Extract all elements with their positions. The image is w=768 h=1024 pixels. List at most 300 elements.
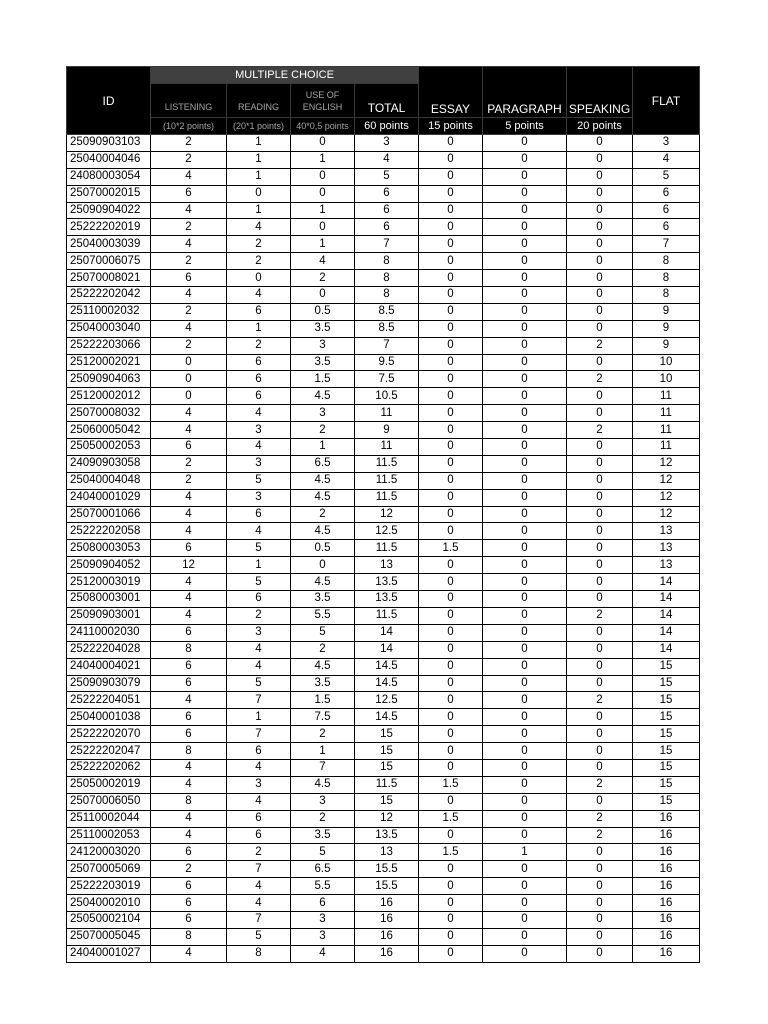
paragraph-cell: 0	[483, 743, 567, 760]
speaking-cell: 0	[567, 743, 633, 760]
use-of-english-cell: 5.5	[291, 607, 355, 624]
speaking-cell: 0	[567, 405, 633, 422]
paragraph-cell: 0	[483, 928, 567, 945]
total-cell: 11	[355, 439, 419, 456]
total-cell: 15	[355, 759, 419, 776]
flat-cell: 8	[633, 253, 700, 270]
flat-cell: 13	[633, 540, 700, 557]
id-cell: 25070001066	[67, 506, 151, 523]
flat-cell: 14	[633, 641, 700, 658]
total-cell: 6	[355, 185, 419, 202]
table-row	[67, 911, 700, 928]
flat-cell: 15	[633, 759, 700, 776]
essay-cell: 0	[419, 759, 483, 776]
paragraph-cell: 0	[483, 709, 567, 726]
essay-cell: 0	[419, 219, 483, 236]
speaking-cell: 0	[567, 168, 633, 185]
id-cell: 25222204028	[67, 641, 151, 658]
use-of-english-cell: 2	[291, 422, 355, 439]
id-cell: 25040004048	[67, 472, 151, 489]
listening-cell: 6	[151, 540, 227, 557]
essay-cell: 0	[419, 303, 483, 320]
flat-cell: 9	[633, 337, 700, 354]
listening-cell: 2	[151, 861, 227, 878]
flat-cell: 15	[633, 793, 700, 810]
id-cell: 25040003039	[67, 236, 151, 253]
use-of-english-cell: 5	[291, 844, 355, 861]
listening-cell: 6	[151, 658, 227, 675]
listening-cell: 2	[151, 455, 227, 472]
table-row	[67, 709, 700, 726]
total-cell: 16	[355, 895, 419, 912]
essay-cell: 0	[419, 455, 483, 472]
total-cell: 12	[355, 506, 419, 523]
use-of-english-cell: 4.5	[291, 776, 355, 793]
speaking-cell: 0	[567, 354, 633, 371]
flat-cell: 14	[633, 591, 700, 608]
flat-cell: 6	[633, 219, 700, 236]
total-points-label: 60 points	[355, 118, 419, 135]
id-cell: 25090904063	[67, 371, 151, 388]
speaking-cell: 0	[567, 709, 633, 726]
reading-cell: 1	[227, 709, 291, 726]
total-cell: 15.5	[355, 861, 419, 878]
essay-cell: 0	[419, 878, 483, 895]
id-cell: 25110002053	[67, 827, 151, 844]
id-cell: 25120002021	[67, 354, 151, 371]
essay-column-header: ESSAY	[419, 67, 483, 118]
id-cell: 25070008032	[67, 405, 151, 422]
flat-cell: 9	[633, 320, 700, 337]
use-of-english-cell: 2	[291, 641, 355, 658]
use-of-english-cell: 0.5	[291, 540, 355, 557]
use-of-english-cell: 5.5	[291, 878, 355, 895]
id-cell: 25110002032	[67, 303, 151, 320]
use-of-english-cell: 1.5	[291, 371, 355, 388]
listening-cell: 2	[151, 151, 227, 168]
essay-cell: 0	[419, 709, 483, 726]
total-cell: 13	[355, 844, 419, 861]
id-cell: 25222202058	[67, 523, 151, 540]
reading-cell: 1	[227, 135, 291, 152]
id-cell: 25222203019	[67, 878, 151, 895]
essay-cell: 1.5	[419, 844, 483, 861]
reading-cell: 2	[227, 337, 291, 354]
total-cell: 14.5	[355, 658, 419, 675]
use-of-english-cell: 4	[291, 945, 355, 962]
flat-cell: 8	[633, 287, 700, 304]
reading-cell: 6	[227, 506, 291, 523]
reading-cell: 1	[227, 168, 291, 185]
speaking-cell: 0	[567, 185, 633, 202]
table-row	[67, 810, 700, 827]
table-row	[67, 607, 700, 624]
reading-cell: 6	[227, 591, 291, 608]
use-of-english-cell: 3.5	[291, 827, 355, 844]
total-cell: 11.5	[355, 776, 419, 793]
listening-cell: 6	[151, 624, 227, 641]
reading-cell: 3	[227, 624, 291, 641]
essay-points-label: 15 points	[419, 118, 483, 135]
speaking-cell: 0	[567, 878, 633, 895]
listening-cell: 2	[151, 219, 227, 236]
essay-cell: 0	[419, 658, 483, 675]
table-row	[67, 658, 700, 675]
total-cell: 13	[355, 557, 419, 574]
essay-cell: 0	[419, 354, 483, 371]
listening-cell: 4	[151, 810, 227, 827]
listening-cell: 4	[151, 591, 227, 608]
use-of-english-cell: 5	[291, 624, 355, 641]
essay-cell: 0	[419, 287, 483, 304]
use-of-english-cell: 3	[291, 793, 355, 810]
paragraph-cell: 0	[483, 591, 567, 608]
speaking-cell: 0	[567, 911, 633, 928]
paragraph-cell: 0	[483, 303, 567, 320]
speaking-cell: 0	[567, 861, 633, 878]
listening-cell: 2	[151, 135, 227, 152]
flat-cell: 15	[633, 692, 700, 709]
paragraph-cell: 0	[483, 236, 567, 253]
total-cell: 13.5	[355, 574, 419, 591]
essay-cell: 0	[419, 422, 483, 439]
total-cell: 3	[355, 135, 419, 152]
total-cell: 12.5	[355, 692, 419, 709]
table-row	[67, 439, 700, 456]
total-cell: 15	[355, 743, 419, 760]
multiple-choice-header: MULTIPLE CHOICE	[151, 67, 419, 84]
listening-cell: 2	[151, 303, 227, 320]
table-row	[67, 793, 700, 810]
total-cell: 15.5	[355, 878, 419, 895]
id-cell: 25090903103	[67, 135, 151, 152]
flat-cell: 9	[633, 303, 700, 320]
listening-cell: 4	[151, 607, 227, 624]
flat-cell: 12	[633, 506, 700, 523]
use-of-english-cell: 1	[291, 439, 355, 456]
listening-cell: 6	[151, 895, 227, 912]
speaking-cell: 0	[567, 135, 633, 152]
essay-cell: 0	[419, 337, 483, 354]
paragraph-cell: 0	[483, 388, 567, 405]
paragraph-cell: 0	[483, 540, 567, 557]
total-cell: 8	[355, 253, 419, 270]
id-cell: 24040001027	[67, 945, 151, 962]
listening-cell: 4	[151, 320, 227, 337]
paragraph-cell: 0	[483, 168, 567, 185]
total-cell: 11.5	[355, 455, 419, 472]
reading-cell: 5	[227, 472, 291, 489]
essay-cell: 0	[419, 405, 483, 422]
table-row	[67, 591, 700, 608]
listening-cell: 2	[151, 337, 227, 354]
table-row	[67, 895, 700, 912]
flat-cell: 15	[633, 709, 700, 726]
reading-cell: 0	[227, 270, 291, 287]
id-cell: 25090904052	[67, 557, 151, 574]
paragraph-cell: 0	[483, 489, 567, 506]
flat-column-header: FLAT	[633, 67, 700, 135]
use-of-english-cell: 0	[291, 219, 355, 236]
table-row	[67, 928, 700, 945]
listening-cell: 4	[151, 506, 227, 523]
table-row	[67, 844, 700, 861]
id-cell: 25222203066	[67, 337, 151, 354]
use-of-english-cell: 4.5	[291, 574, 355, 591]
table-row	[67, 726, 700, 743]
speaking-cell: 0	[567, 624, 633, 641]
total-cell: 7.5	[355, 371, 419, 388]
flat-cell: 6	[633, 202, 700, 219]
paragraph-cell: 0	[483, 405, 567, 422]
essay-cell: 0	[419, 928, 483, 945]
reading-cell: 4	[227, 793, 291, 810]
table-row	[67, 574, 700, 591]
id-cell: 25040002010	[67, 895, 151, 912]
table-row	[67, 236, 700, 253]
id-cell: 25070008021	[67, 270, 151, 287]
total-cell: 7	[355, 337, 419, 354]
paragraph-cell: 0	[483, 270, 567, 287]
paragraph-cell: 0	[483, 422, 567, 439]
flat-cell: 7	[633, 236, 700, 253]
flat-cell: 15	[633, 743, 700, 760]
use-of-english-cell: 0	[291, 168, 355, 185]
reading-cell: 7	[227, 911, 291, 928]
use-of-english-cell: 1	[291, 743, 355, 760]
paragraph-cell: 0	[483, 557, 567, 574]
paragraph-cell: 1	[483, 844, 567, 861]
flat-cell: 10	[633, 371, 700, 388]
speaking-cell: 0	[567, 472, 633, 489]
flat-cell: 13	[633, 557, 700, 574]
table-row	[67, 388, 700, 405]
paragraph-cell: 0	[483, 135, 567, 152]
use-of-english-cell: 3	[291, 405, 355, 422]
speaking-cell: 0	[567, 489, 633, 506]
essay-cell: 0	[419, 168, 483, 185]
table-row	[67, 253, 700, 270]
paragraph-cell: 0	[483, 202, 567, 219]
use-of-english-cell: 3.5	[291, 591, 355, 608]
reading-label: READING	[237, 102, 279, 112]
flat-cell: 14	[633, 624, 700, 641]
id-cell: 25110002044	[67, 810, 151, 827]
essay-cell: 0	[419, 388, 483, 405]
reading-cell: 4	[227, 641, 291, 658]
reading-cell: 2	[227, 607, 291, 624]
total-cell: 4	[355, 151, 419, 168]
reading-cell: 2	[227, 844, 291, 861]
listening-cell: 4	[151, 422, 227, 439]
use-of-english-cell: 0	[291, 185, 355, 202]
listening-cell: 4	[151, 236, 227, 253]
speaking-cell: 0	[567, 523, 633, 540]
paragraph-cell: 0	[483, 675, 567, 692]
table-row	[67, 320, 700, 337]
use-of-english-cell: 3	[291, 928, 355, 945]
id-cell: 25222202042	[67, 287, 151, 304]
speaking-cell: 0	[567, 928, 633, 945]
essay-cell: 0	[419, 641, 483, 658]
id-cell: 25070006050	[67, 793, 151, 810]
reading-cell: 3	[227, 776, 291, 793]
total-cell: 15	[355, 726, 419, 743]
table-row	[67, 455, 700, 472]
total-cell: 14	[355, 624, 419, 641]
flat-cell: 13	[633, 523, 700, 540]
speaking-cell: 0	[567, 439, 633, 456]
reading-cell: 0	[227, 185, 291, 202]
total-cell: 12	[355, 810, 419, 827]
table-row	[67, 135, 700, 152]
flat-cell: 16	[633, 895, 700, 912]
id-cell: 24120003020	[67, 844, 151, 861]
speaking-cell: 0	[567, 253, 633, 270]
table-row	[67, 472, 700, 489]
paragraph-cell: 0	[483, 726, 567, 743]
score-table	[66, 66, 700, 963]
speaking-cell: 2	[567, 371, 633, 388]
listening-cell: 2	[151, 253, 227, 270]
reading-cell: 1	[227, 557, 291, 574]
use-of-english-label-line1: USE OF	[305, 90, 340, 100]
table-row	[67, 641, 700, 658]
essay-cell: 0	[419, 270, 483, 287]
reading-cell: 4	[227, 878, 291, 895]
use-of-english-cell: 3.5	[291, 354, 355, 371]
paragraph-cell: 0	[483, 439, 567, 456]
paragraph-cell: 0	[483, 219, 567, 236]
speaking-cell: 0	[567, 320, 633, 337]
id-cell: 25222202062	[67, 759, 151, 776]
id-cell: 25080003001	[67, 591, 151, 608]
essay-cell: 0	[419, 591, 483, 608]
flat-cell: 16	[633, 827, 700, 844]
flat-cell: 15	[633, 776, 700, 793]
listening-cell: 4	[151, 202, 227, 219]
use-of-english-cell: 2	[291, 506, 355, 523]
listening-cell: 6	[151, 675, 227, 692]
use-of-english-cell: 2	[291, 810, 355, 827]
paragraph-cell: 0	[483, 337, 567, 354]
reading-cell: 4	[227, 439, 291, 456]
reading-cell: 1	[227, 202, 291, 219]
listening-label: LISTENING	[164, 102, 213, 112]
reading-cell: 2	[227, 253, 291, 270]
reading-cell: 4	[227, 895, 291, 912]
id-cell: 25060005042	[67, 422, 151, 439]
essay-cell: 0	[419, 151, 483, 168]
listening-points-label: (10*2 points)	[151, 118, 227, 135]
speaking-cell: 0	[567, 591, 633, 608]
flat-cell: 16	[633, 861, 700, 878]
total-cell: 6	[355, 219, 419, 236]
flat-cell: 14	[633, 574, 700, 591]
paragraph-cell: 0	[483, 607, 567, 624]
flat-cell: 15	[633, 675, 700, 692]
listening-cell: 6	[151, 439, 227, 456]
table-row	[67, 185, 700, 202]
speaking-column-header: SPEAKING	[567, 67, 633, 118]
listening-cell: 4	[151, 523, 227, 540]
total-cell: 8.5	[355, 320, 419, 337]
use-of-english-cell: 1	[291, 202, 355, 219]
flat-cell: 11	[633, 405, 700, 422]
essay-cell: 0	[419, 911, 483, 928]
use-of-english-cell: 2	[291, 726, 355, 743]
essay-cell: 0	[419, 861, 483, 878]
use-of-english-cell: 3	[291, 337, 355, 354]
speaking-cell: 2	[567, 422, 633, 439]
essay-cell: 0	[419, 439, 483, 456]
listening-cell: 4	[151, 776, 227, 793]
id-cell: 25070006075	[67, 253, 151, 270]
listening-column-header	[151, 84, 227, 118]
id-cell: 25090903079	[67, 675, 151, 692]
listening-cell: 6	[151, 185, 227, 202]
listening-cell: 4	[151, 405, 227, 422]
id-cell: 25120003019	[67, 574, 151, 591]
reading-cell: 6	[227, 827, 291, 844]
speaking-cell: 0	[567, 151, 633, 168]
speaking-cell: 0	[567, 270, 633, 287]
paragraph-cell: 0	[483, 641, 567, 658]
essay-cell: 0	[419, 489, 483, 506]
reading-cell: 2	[227, 236, 291, 253]
speaking-cell: 0	[567, 287, 633, 304]
listening-cell: 6	[151, 709, 227, 726]
flat-cell: 16	[633, 911, 700, 928]
listening-cell: 0	[151, 371, 227, 388]
id-cell: 25050002019	[67, 776, 151, 793]
listening-cell: 6	[151, 270, 227, 287]
table-row	[67, 303, 700, 320]
speaking-points-label: 20 points	[567, 118, 633, 135]
table-row	[67, 168, 700, 185]
essay-cell: 0	[419, 236, 483, 253]
score-sheet	[66, 66, 699, 963]
essay-cell: 0	[419, 895, 483, 912]
flat-cell: 16	[633, 945, 700, 962]
listening-cell: 8	[151, 743, 227, 760]
total-cell: 11.5	[355, 472, 419, 489]
id-cell: 25222202019	[67, 219, 151, 236]
paragraph-cell: 0	[483, 793, 567, 810]
table-row	[67, 202, 700, 219]
use-of-english-cell: 2	[291, 270, 355, 287]
use-of-english-cell: 3.5	[291, 675, 355, 692]
speaking-cell: 0	[567, 759, 633, 776]
paragraph-cell: 0	[483, 253, 567, 270]
id-cell: 25090904022	[67, 202, 151, 219]
speaking-cell: 2	[567, 607, 633, 624]
total-cell: 9.5	[355, 354, 419, 371]
flat-cell: 15	[633, 726, 700, 743]
speaking-cell: 0	[567, 455, 633, 472]
total-cell: 11	[355, 405, 419, 422]
reading-cell: 4	[227, 658, 291, 675]
essay-cell: 0	[419, 371, 483, 388]
essay-cell: 1.5	[419, 810, 483, 827]
paragraph-cell: 0	[483, 574, 567, 591]
table-row	[67, 624, 700, 641]
total-cell: 14	[355, 641, 419, 658]
paragraph-cell: 0	[483, 371, 567, 388]
flat-cell: 12	[633, 489, 700, 506]
listening-cell: 6	[151, 844, 227, 861]
id-cell: 25222204051	[67, 692, 151, 709]
